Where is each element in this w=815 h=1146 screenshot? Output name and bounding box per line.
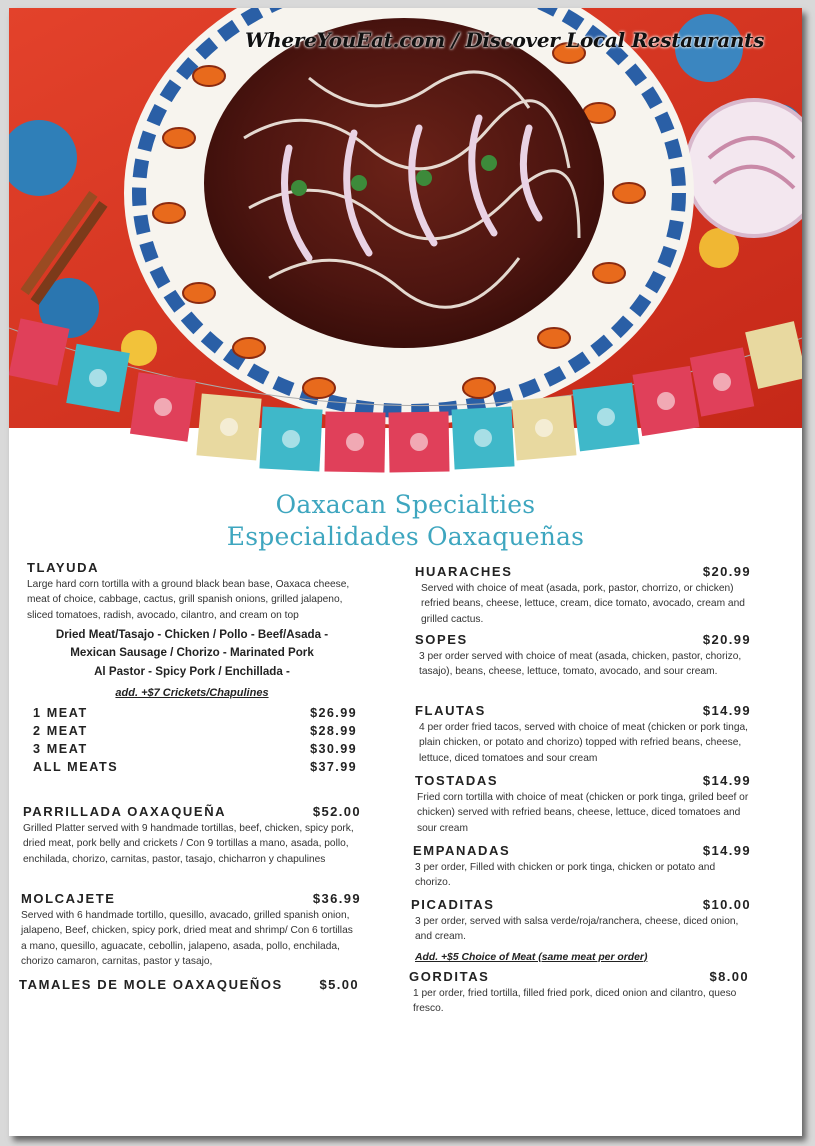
meat-options	[27, 626, 357, 682]
price-label: 1 MEAT	[33, 705, 88, 720]
item-header	[23, 804, 361, 819]
item-price: $20.99	[702, 564, 751, 579]
menu-item-tlayuda	[27, 560, 357, 776]
menu-item-gorditas	[409, 969, 749, 1017]
section-title-english: Oaxacan Specialties	[275, 490, 536, 519]
hero-illustration	[9, 8, 802, 478]
item-price: $52.00	[312, 804, 361, 819]
item-name: TOSTADAS	[415, 773, 499, 788]
item-price: $20.99	[702, 632, 751, 647]
item-header	[413, 843, 751, 858]
price-value: $26.99	[310, 705, 357, 720]
price-label: ALL MEATS	[33, 759, 119, 774]
menu-item-huaraches	[415, 564, 751, 627]
menu-item-sopes	[415, 632, 751, 680]
price-label: 2 MEAT	[33, 723, 88, 738]
meat-option-line: Dried Meat/Tasajo - Chicken / Pollo - Beef/Asada -	[55, 627, 329, 641]
price-row	[33, 722, 357, 740]
item-name: PARRILLADA OAXAQUEÑA	[23, 804, 227, 819]
item-description: Large hard corn tortilla with a ground black bean base, Oaxaca cheese, meat of choice, cabbage, cactus, grill spanish onions, grilled jalapeno, sliced tomatoes, radish, avocado, cilantro, and cream on top	[27, 579, 350, 621]
item-description: Served with 6 handmade tortillo, quesillo, avacado, grilled spanish onion, jalapeno, Beef, chicken, spicy pork, dried meat and shrimp/ Con 6 tortillas a mano, quesillo, aguacate, cebollin, jalapeno, asada, pollo, enchilada, chorizo camaron, carnitas, pastor y tasajo,	[21, 910, 353, 967]
price-row	[33, 740, 357, 758]
item-description: Grilled Platter served with 9 handmade tortillas, beef, chicken, spicy pork, dried meat, pork belly and crickets / Con 9 tortillas a mano, asada, pollo, enchilada, chorizo, carnitas, pastor, tasajo, chicharron y chapulines	[23, 823, 354, 865]
item-name: FLAUTAS	[415, 703, 486, 718]
tlayuda-price-list	[27, 704, 357, 776]
menu-item-molcajete	[21, 891, 361, 969]
item-name: SOPES	[415, 632, 468, 647]
item-description: 3 per order, Filled with chicken or pork tinga, chicken or potato and chorizo.	[415, 862, 716, 889]
meat-option-line: Al Pastor - Spicy Pork / Enchillada -	[94, 665, 290, 679]
price-value: $37.99	[310, 759, 357, 774]
meat-option-line: Mexican Sausage / Chorizo - Marinated Pork	[70, 646, 314, 660]
item-header	[409, 969, 749, 984]
item-description: 3 per order, served with salsa verde/roja/ranchera, cheese, diced onion, and cream.	[415, 916, 739, 943]
item-name: PICADITAS	[411, 897, 495, 912]
item-name: HUARACHES	[415, 564, 513, 579]
item-description: Fried corn tortilla with choice of meat (chicken or pork tinga, griled beef or chicken) served with refried beans, cheese, lettuce, diced tomatoes and sour cream	[417, 792, 749, 834]
menu-item-parrillada	[23, 804, 361, 867]
site-watermark: WhereYouEat.com / Discover Local Restaurants	[245, 28, 765, 52]
item-header	[19, 977, 359, 992]
price-label: 3 MEAT	[33, 741, 88, 756]
item-description: 4 per order fried tacos, served with choice of meat (chicken or pork tinga, plain chicken, or potato and chorizo) topped with refried beans, cheese, lettuce, diced tomatoes and sour cream	[419, 722, 748, 764]
item-description: 1 per order, fried tortilla, filled fried pork, diced onion and cilantro, queso fresco.	[413, 988, 737, 1015]
item-name: TAMALES DE MOLE OAXAQUEÑOS	[19, 977, 283, 992]
menu-item-tostadas	[415, 773, 751, 836]
item-price: $10.00	[702, 897, 751, 912]
addon-crickets: add. +$7 Crickets/Chapulines	[115, 686, 269, 699]
item-price: $14.99	[702, 773, 751, 788]
menu-item-empanadas	[413, 843, 751, 891]
item-header	[415, 703, 751, 718]
price-row	[33, 758, 357, 776]
item-price: $5.00	[319, 977, 359, 992]
price-row	[33, 704, 357, 722]
item-name: GORDITAS	[409, 969, 490, 984]
item-price: $8.00	[709, 969, 749, 984]
section-title-spanish: Especialidades Oaxaqueñas	[226, 522, 585, 551]
item-header	[415, 773, 751, 788]
item-name: MOLCAJETE	[21, 891, 116, 906]
item-description: 3 per order served with choice of meat (asada, chicken, pastor, chorizo, tasajo), beans, cheese, lettuce, tomato, avocado, and sour cream.	[419, 651, 742, 678]
menu-page	[9, 8, 802, 1136]
hero-photo-mole-plate	[9, 8, 802, 478]
item-description: Served with choice of meat (asada, pork, pastor, chorrizo, or chicken) refried beans, cheese, lettuce, cream, dice tomato, avocado, cream and grilled cactus.	[421, 583, 745, 625]
addon-choice-of-meat: Add. +$5 Choice of Meat (same meat per order)	[415, 951, 648, 963]
menu-item-picaditas	[411, 897, 751, 964]
price-value: $30.99	[310, 741, 357, 756]
menu-item-flautas	[415, 703, 751, 766]
item-price: $14.99	[702, 703, 751, 718]
item-header	[415, 564, 751, 579]
item-header	[415, 632, 751, 647]
menu-item-tamales	[19, 977, 359, 992]
item-header	[21, 891, 361, 906]
item-price: $36.99	[312, 891, 361, 906]
item-name: EMPANADAS	[413, 843, 511, 858]
item-name: TLAYUDA	[27, 560, 100, 575]
item-price: $14.99	[702, 843, 751, 858]
item-header	[411, 897, 751, 912]
price-value: $28.99	[310, 723, 357, 738]
